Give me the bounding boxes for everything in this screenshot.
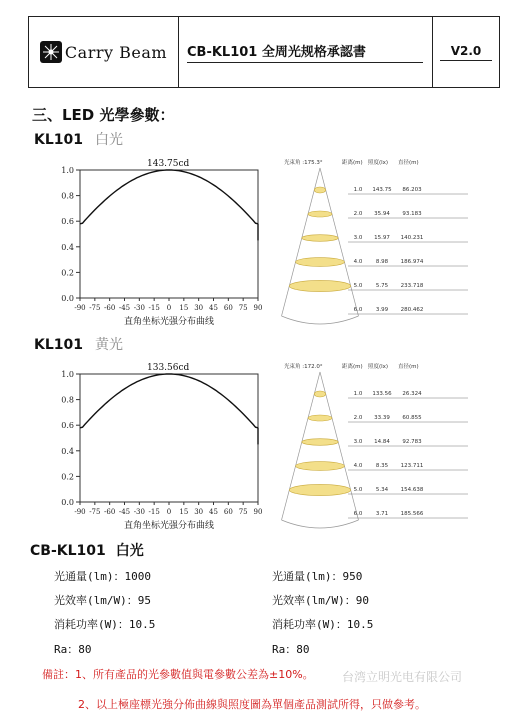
y-tick-label: 0.8	[61, 395, 74, 405]
y-tick-label: 0.0	[61, 498, 74, 507]
x-tick-label: 75	[238, 508, 248, 516]
light-distribution-chart-yellow	[40, 354, 280, 532]
cone-illuminance-value: 5.34	[375, 487, 389, 493]
x-tick-label: -90	[74, 508, 86, 516]
x-tick-label: 15	[179, 508, 189, 516]
cone-distance-value: 1.0	[353, 391, 363, 397]
illuminance-ring	[296, 258, 345, 267]
logo-text: Carry Beam	[64, 42, 168, 62]
chart-2-heading	[34, 334, 123, 354]
x-axis-title: 直角坐标光强分布曲线	[123, 521, 215, 531]
version-cell	[433, 17, 499, 87]
x-tick-label: -15	[148, 304, 160, 312]
cone-distance-value: 5.0	[353, 283, 363, 289]
illuminance-ring	[314, 391, 325, 397]
intensity-series-line	[80, 170, 258, 224]
x-tick-label: 60	[223, 304, 233, 312]
x-tick-label: -60	[104, 508, 116, 516]
document-header	[28, 16, 500, 88]
cone-header-label: 光束角 :172.0°	[284, 364, 323, 370]
company-logo	[40, 41, 167, 63]
cone-header-label: 直径(m)	[398, 364, 419, 370]
illuminance-cone-white	[268, 156, 478, 328]
cone-diameter-value: 154.638	[400, 487, 424, 493]
cone-illuminance-value: 8.35	[375, 463, 389, 469]
cone-diameter-value: 280.462	[400, 307, 424, 313]
cone-base-arc	[282, 520, 359, 528]
cone-distance-value: 3.0	[353, 439, 363, 445]
x-tick-label: -60	[104, 304, 116, 312]
illuminance-cone-yellow	[268, 360, 478, 532]
cone-diameter-value: 140.231	[400, 235, 424, 241]
x-tick-label: -90	[74, 304, 86, 312]
cone-illuminance-value: 8.98	[375, 259, 389, 265]
illuminance-ring	[289, 280, 350, 291]
cone-diameter-value: 93.183	[402, 211, 422, 217]
star-logo-icon	[40, 41, 62, 63]
x-tick-label: -30	[133, 304, 145, 312]
x-tick-label: 90	[253, 508, 263, 516]
illuminance-ring	[302, 235, 338, 242]
cone-distance-value: 4.0	[353, 463, 363, 469]
x-tick-label: -30	[133, 508, 145, 516]
illuminance-ring	[308, 415, 332, 421]
cone-header-label: 距离(m)	[342, 160, 363, 166]
illuminance-ring	[289, 484, 350, 495]
illuminance-ring	[296, 462, 345, 471]
illuminance-ring	[314, 187, 325, 193]
peak-intensity-label: 143.75cd	[147, 159, 190, 169]
x-tick-label: -75	[89, 304, 101, 312]
cone-diameter-value: 123.711	[400, 463, 424, 469]
cone-illuminance-value: 133.56	[372, 391, 392, 397]
cone-diameter-value: 92.783	[402, 439, 422, 445]
y-tick-label: 1.0	[61, 370, 74, 379]
cone-header-label: 直径(m)	[398, 160, 419, 166]
illuminance-ring	[308, 211, 332, 217]
document-version: V2.0	[440, 44, 492, 61]
cone-illuminance-value: 33.39	[374, 415, 390, 421]
cone-illuminance-value: 14.84	[374, 439, 390, 445]
y-tick-label: 0.6	[61, 217, 74, 227]
cone-diameter-value: 60.855	[402, 415, 422, 421]
y-tick-label: 0.2	[61, 472, 74, 482]
cone-diameter-value: 233.718	[400, 283, 424, 289]
cone-distance-value: 2.0	[353, 211, 363, 217]
cone-illuminance-value: 35.94	[374, 211, 390, 217]
x-tick-label: -75	[89, 508, 101, 516]
cone-diameter-value: 186.974	[400, 259, 424, 265]
chart-1-heading-color: 白光	[95, 132, 123, 148]
x-axis-title: 直角坐标光强分布曲线	[123, 317, 215, 327]
cone-header-label: 光束角 :175.3°	[284, 160, 323, 166]
peak-intensity-label: 133.56cd	[147, 363, 190, 373]
x-tick-label: -15	[148, 508, 160, 516]
cone-illuminance-value: 15.97	[374, 235, 390, 241]
title-cell	[179, 17, 433, 87]
x-tick-label: 0	[166, 304, 172, 312]
param-left-power: 消耗功率(W)：10.5	[54, 618, 156, 631]
x-tick-label: -45	[118, 304, 131, 312]
y-tick-label: 0.4	[61, 242, 74, 252]
chart-1-heading-model: KL101	[34, 132, 83, 148]
watermark: 台湾立明光电有限公司	[342, 670, 463, 684]
plot-frame	[80, 374, 258, 502]
cone-distance-value: 6.0	[353, 511, 363, 517]
x-tick-label: 15	[179, 304, 189, 312]
params-heading-color: 白光	[115, 543, 144, 559]
y-tick-label: 0.6	[61, 421, 74, 431]
x-tick-label: 75	[238, 304, 248, 312]
param-right-efficacy: 光效率(lm/W)：90	[272, 594, 369, 607]
cone-diameter-value: 185.566	[400, 511, 424, 517]
y-tick-label: 0.2	[61, 268, 74, 278]
x-tick-label: 0	[166, 508, 172, 516]
y-tick-label: 0.0	[61, 294, 74, 303]
x-tick-label: 30	[194, 508, 204, 516]
y-tick-label: 0.4	[61, 446, 74, 456]
param-right-flux: 光通量(lm)：950	[272, 570, 363, 583]
param-right-power: 消耗功率(W)：10.5	[272, 618, 374, 631]
cone-illuminance-value: 5.75	[375, 283, 389, 289]
cone-header-label: 照度(lx)	[368, 364, 389, 370]
plot-frame	[80, 170, 258, 298]
light-distribution-chart-white	[40, 150, 280, 328]
params-heading	[30, 540, 144, 560]
param-right-ra: Ra：80	[272, 643, 310, 656]
cone-illuminance-value: 3.71	[375, 511, 389, 517]
cone-distance-value: 1.0	[353, 187, 363, 193]
chart-1-heading	[34, 129, 123, 149]
x-tick-label: 45	[209, 304, 218, 312]
param-left-flux: 光通量(lm)：1000	[54, 570, 151, 583]
param-left-efficacy: 光效率(lm/W)：95	[54, 594, 151, 607]
note-1: 備註：1、所有產品的光參數值與電參數公差為±10%。	[42, 668, 314, 681]
cone-distance-value: 4.0	[353, 259, 363, 265]
chart-2-heading-model: KL101	[34, 337, 83, 353]
logo-cell	[29, 17, 179, 87]
cone-diameter-value: 86.203	[402, 187, 422, 193]
x-tick-label: 30	[194, 304, 204, 312]
cone-distance-value: 6.0	[353, 307, 363, 313]
x-tick-label: 90	[253, 304, 263, 312]
x-tick-label: 60	[223, 508, 233, 516]
cone-diameter-value: 26.324	[402, 391, 422, 397]
cone-distance-value: 3.0	[353, 235, 363, 241]
intensity-series-line	[80, 374, 258, 428]
illuminance-ring	[302, 439, 338, 446]
params-heading-model: CB-KL101	[30, 543, 106, 559]
note-2: 2、以上極座標光強分佈曲線與照度圖為單個產品測試所得，只做參考。	[78, 698, 426, 711]
y-tick-label: 0.8	[61, 191, 74, 201]
document-title: CB-KL101 全周光规格承認書	[187, 41, 423, 63]
param-left-ra: Ra：80	[54, 643, 92, 656]
cone-illuminance-value: 143.75	[372, 187, 392, 193]
chart-2-heading-color: 黄光	[95, 337, 123, 353]
cone-base-arc	[282, 316, 359, 324]
x-tick-label: 45	[209, 508, 218, 516]
x-tick-label: -45	[118, 508, 131, 516]
cone-distance-value: 2.0	[353, 415, 363, 421]
cone-header-label: 距离(m)	[342, 364, 363, 370]
section-title: 三、LED 光學參數：	[32, 106, 175, 124]
cone-distance-value: 5.0	[353, 487, 363, 493]
cone-illuminance-value: 3.99	[375, 307, 389, 313]
cone-header-label: 照度(lx)	[368, 160, 389, 166]
y-tick-label: 1.0	[61, 166, 74, 175]
